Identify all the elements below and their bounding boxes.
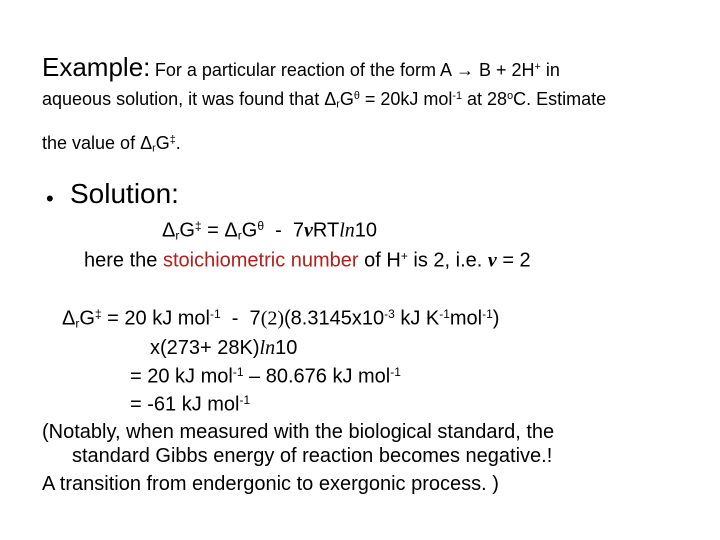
remark-line-3: A transition from endergonic to exergonic process. )	[42, 473, 499, 495]
example-line-3: the value of $\Delta_rG^\ddagger$.	[42, 133, 181, 155]
formula-line: $\Delta_rG^\ddagger = \Delta_rG^\theta - 7\nu RTln10$	[162, 219, 378, 243]
example-line-2: aqueous solution, it was found that $\Delta_rG^\theta = 20kJ$ mol$^{-1}$ at 28$^o$C. Estimate	[42, 89, 607, 111]
calc-line-1: $\Delta_rG^\ddagger = 20$ kJ $mol^{-1} - 7(2)(8.3145x10^{-3}$ kJ $K^{-1}mol^{-1}$)	[62, 307, 500, 331]
calc-line-4: = -61 kJ mol$^{-1}$	[130, 393, 251, 416]
remark-line-1: (Notably, when measured with the biological standard, the	[42, 421, 555, 443]
solution-heading: Solution:	[70, 178, 179, 209]
bullet-icon: •	[46, 186, 54, 211]
example-line-1-text: For a particular reaction of the form A → B + 2H+ in	[154, 60, 560, 80]
example-label: Example:	[42, 52, 151, 82]
calc-line-3: = 20 kJ mol$^{-1}$ – 80.676 kJ mol$^{-1}$	[130, 365, 401, 388]
highlighted-term: stoichiometric number	[162, 249, 359, 272]
example-line-1	[42, 54, 560, 80]
remark-line-2: standard Gibbs energy of reaction becomes negative.!	[72, 445, 553, 467]
stoichiometric-note: here the stoichiometric number of H+ is 2, i.e. ν = 2	[84, 249, 531, 272]
calc-line-2: x(273+ 28K)ln10	[150, 337, 298, 359]
